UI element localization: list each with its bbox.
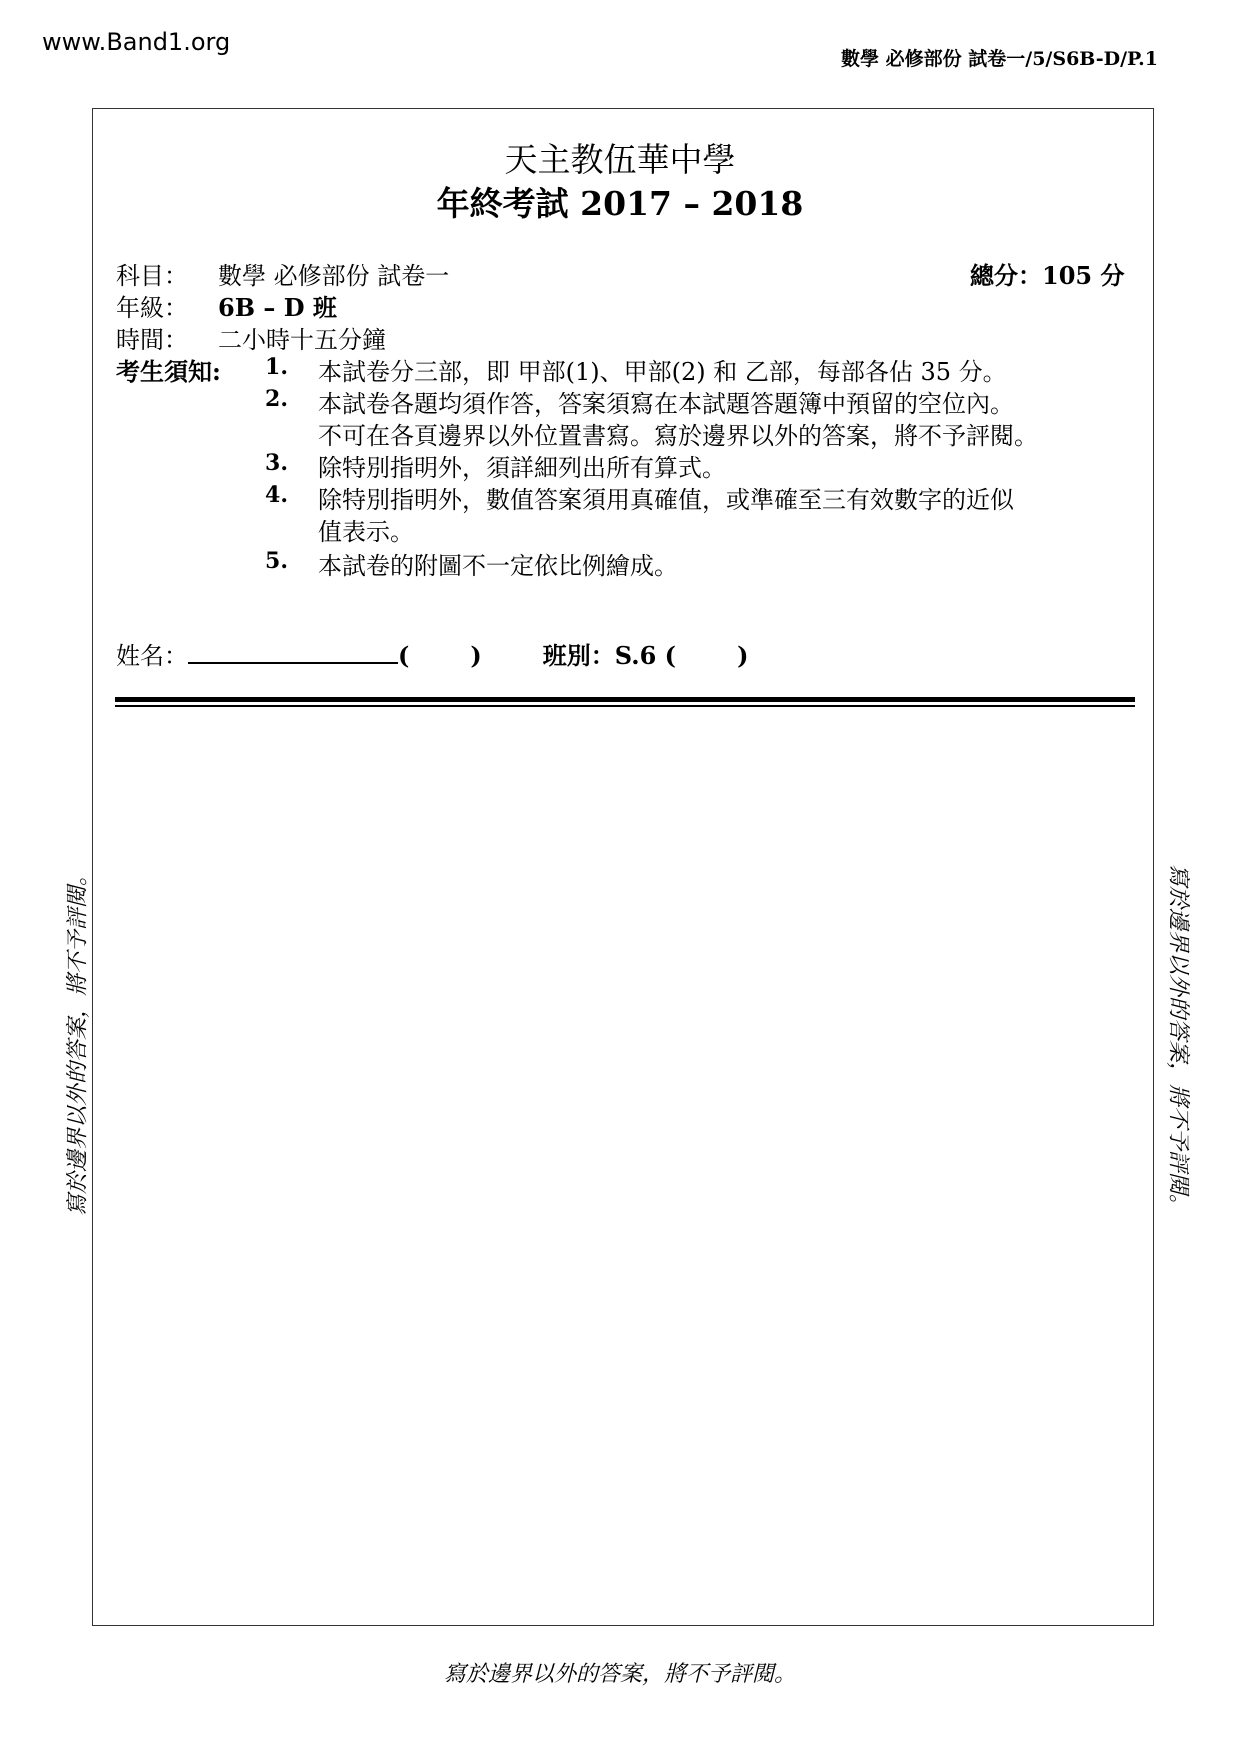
margin-note-left: 寫於邊界以外的答案，將不予評閱。 (65, 863, 91, 1217)
divider-thick (115, 697, 1135, 702)
margin-note-bottom: 寫於邊界以外的答案，將不予評閱。 (443, 1662, 796, 1687)
total-score (970, 256, 1124, 291)
time-value: 二小時十五分鐘 (218, 326, 386, 354)
student-info-line (116, 636, 748, 671)
instruction-number: 5. (265, 548, 288, 574)
number-paren-open: ( (398, 641, 410, 670)
page-reference: 數學 必修部份 試卷一/5/S6B-D/P.1 (841, 48, 1158, 70)
instruction-number: 1. (265, 354, 288, 380)
instruction-text: 值表示。 (318, 518, 414, 546)
instruction-number: 2. (265, 386, 288, 412)
instruction-text: 不可在各頁邊界以外位置書寫。寫於邊界以外的答案，將不予評閱。 (318, 422, 1038, 450)
instruction-text: 除特別指明外，須詳細列出所有算式。 (318, 454, 726, 482)
site-watermark: www.Band1.org (42, 28, 231, 56)
subject-value: 數學 必修部份 試卷一 (218, 262, 450, 290)
notice-label: 考生須知: (116, 357, 221, 386)
instruction-text: 本試卷各題均須作答，答案須寫在本試題答題簿中預留的空位內。 (318, 390, 1014, 418)
name-blank[interactable] (188, 640, 398, 664)
subject-label: 科目： (116, 262, 188, 290)
divider-thin (115, 705, 1135, 707)
instruction-number: 4. (265, 482, 288, 508)
number-paren-close: ) (470, 641, 482, 670)
instruction-text: 除特別指明外，數值答案須用真確值，或準確至三有效數字的近似 (318, 486, 1014, 514)
total-label: 總分： (970, 261, 1042, 290)
grade-value: 6B – D 班 (218, 293, 337, 322)
instruction-text: 本試卷分三部，即 甲部(1)、甲部(2) 和 乙部，每部各佔 35 分。 (318, 358, 1007, 386)
total-value: 105 分 (1042, 261, 1125, 290)
name-label: 姓名： (116, 642, 188, 670)
class-paren-close: ) (737, 641, 749, 670)
time-label: 時間： (116, 326, 188, 354)
margin-note-right: 寫於邊界以外的答案，將不予評閱。 (1165, 863, 1191, 1217)
grade-label: 年級： (116, 294, 188, 322)
school-name: 天主教伍華中學 (504, 140, 736, 179)
class-label: 班別：S.6 ( (542, 641, 677, 670)
exam-title: 年終考試 2017 – 2018 (436, 184, 804, 223)
instruction-number: 3. (265, 450, 288, 476)
instruction-text: 本試卷的附圖不一定依比例繪成。 (318, 552, 678, 580)
